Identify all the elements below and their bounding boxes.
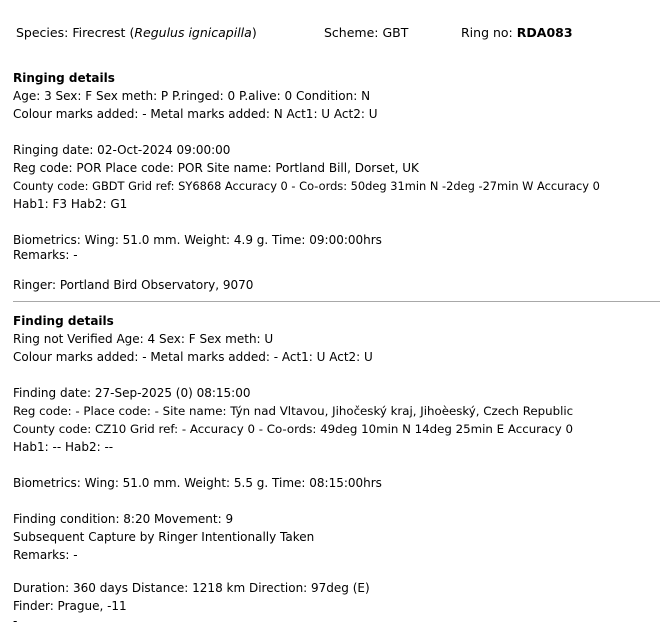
finding-habitat: Hab1: -- Hab2: -- (13, 440, 114, 454)
species-latin-name: Regulus ignicapilla (134, 25, 252, 40)
finding-biometrics: Biometrics: Wing: 51.0 mm. Weight: 5.5 g. Time: 08:15:00hrs (13, 476, 382, 490)
ring-number-value: RDA083 (516, 25, 573, 40)
scheme-header (324, 25, 408, 40)
trailing-dash: - (13, 614, 18, 628)
species-common-name: Firecrest (72, 25, 126, 40)
finding-capture-circumstances: Subsequent Capture by Ringer Intentionally Taken (13, 530, 315, 544)
finding-condition-movement: Finding condition: 8:20 Movement: 9 (13, 512, 234, 526)
species-label: Species: (16, 25, 69, 40)
species-paren-close: ) (251, 25, 257, 40)
ringing-habitat: Hab1: F3 Hab2: G1 (13, 197, 128, 211)
species-paren-open: ( (129, 25, 135, 40)
species-header (16, 25, 257, 40)
ringing-age-sex-line: Age: 3 Sex: F Sex meth: P P.ringed: 0 P.alive: 0 Condition: N (13, 89, 371, 103)
finding-county-coords: County code: CZ10 Grid ref: - Accuracy 0 - Co-ords: 49deg 10min N 14deg 25min E Accuracy 0 (13, 422, 573, 436)
section-divider (13, 301, 660, 302)
ringer-name: Ringer: Portland Bird Observatory, 9070 (13, 278, 254, 292)
finding-verify-age-sex-line: Ring not Verified Age: 4 Sex: F Sex meth: U (13, 332, 274, 346)
finding-details-heading: Finding details (13, 314, 114, 328)
scheme-label: Scheme: (324, 25, 379, 40)
finding-date: Finding date: 27-Sep-2025 (0) 08:15:00 (13, 386, 251, 400)
ring-number-header (461, 25, 573, 40)
finding-marks-line: Colour marks added: - Metal marks added: - Act1: U Act2: U (13, 350, 373, 364)
ringing-details-heading: Ringing details (13, 71, 115, 85)
finder-name: Finder: Prague, -11 (13, 599, 127, 613)
ringing-place: Reg code: POR Place code: POR Site name: Portland Bill, Dorset, UK (13, 161, 419, 175)
scheme-value: GBT (382, 25, 409, 40)
duration-distance-direction: Duration: 360 days Distance: 1218 km Direction: 97deg (E) (13, 581, 370, 595)
ring-number-label: Ring no: (461, 25, 513, 40)
ringing-marks-line: Colour marks added: - Metal marks added: N Act1: U Act2: U (13, 107, 378, 121)
finding-place: Reg code: - Place code: - Site name: Týn nad Vltavou, Jihočeský kraj, Jihoèeský, Czech Republic (13, 404, 574, 418)
ringing-county-coords: County code: GBDT Grid ref: SY6868 Accuracy 0 - Co-ords: 50deg 31min N -2deg -27min W Accuracy 0 (13, 179, 600, 193)
ringing-remarks: Remarks: - (13, 248, 78, 262)
ringing-biometrics: Biometrics: Wing: 51.0 mm. Weight: 4.9 g. Time: 09:00:00hrs (13, 233, 382, 247)
finding-remarks: Remarks: - (13, 548, 78, 562)
ringing-date: Ringing date: 02-Oct-2024 09:00:00 (13, 143, 231, 157)
